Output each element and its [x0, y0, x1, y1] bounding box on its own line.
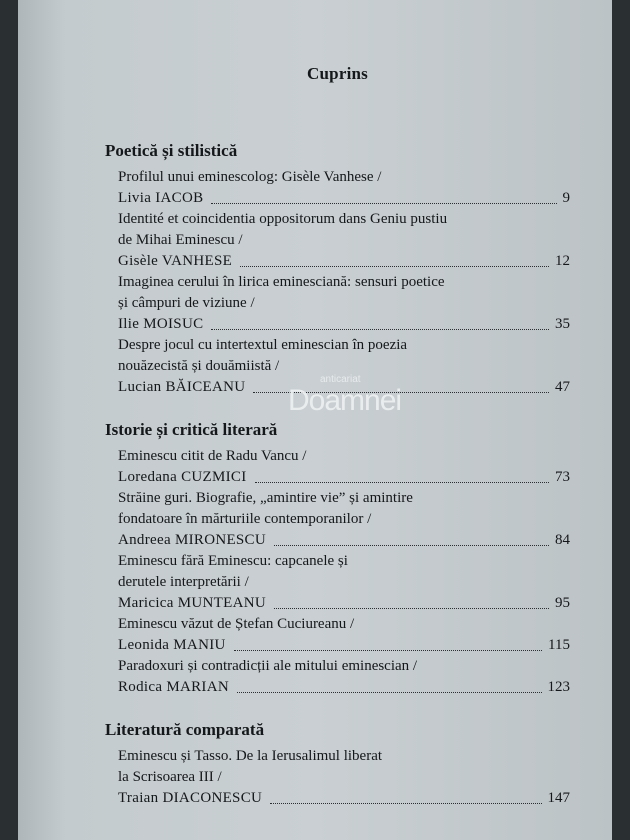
toc-entry — [118, 167, 570, 209]
entry-title-line: derutele interpretării / — [118, 574, 249, 590]
watermark-sub: anticariat — [320, 374, 361, 385]
entry-author: Livia IACOB — [118, 190, 204, 206]
entry-title-line: Despre jocul cu intertextul eminescian în poezia — [118, 337, 408, 353]
entry-page: 73 — [555, 469, 570, 485]
entry-author: Lucian BĂICEANU — [118, 379, 246, 395]
entry-author: Ilie MOISUC — [118, 316, 204, 332]
entry-title-line: și câmpuri de viziune / — [118, 295, 255, 311]
entry-page: 47 — [555, 379, 570, 395]
entry-title-line: de Mihai Eminescu / — [118, 232, 243, 248]
leader-dots — [274, 545, 549, 546]
section-literatura-comparata — [105, 720, 570, 809]
watermark-main: Doamnei — [288, 384, 402, 417]
entry-title-line: Eminescu citit de Radu Vancu / — [118, 448, 307, 464]
section-title: Istorie și critică literară — [105, 420, 278, 439]
entry-author: Andreea MIRONESCU — [118, 532, 266, 548]
section-title: Poetică și stilistică — [105, 141, 238, 160]
entry-title-line: Eminescu și Tasso. De la Ierusalimul liberat — [118, 748, 383, 764]
entry-page: 115 — [548, 637, 570, 653]
watermark-logo — [284, 372, 402, 418]
entry-title-line: Paradoxuri și contradicții ale mitului eminescian / — [118, 658, 418, 674]
entry-title-line: Străine guri. Biografie, „amintire vie” și amintire — [118, 490, 413, 506]
entry-author: Loredana CUZMICI — [118, 469, 247, 485]
section-title: Literatură comparată — [105, 720, 265, 739]
toc-entry — [118, 446, 570, 488]
toc-entry — [118, 746, 570, 809]
toc-entry — [118, 614, 570, 656]
toc-entry — [118, 488, 570, 551]
leader-dots — [240, 266, 549, 267]
leader-dots — [270, 803, 541, 804]
entry-title-line: Identité et coincidentia oppositorum dans Geniu pustiu — [118, 211, 448, 227]
toc-entry — [118, 656, 570, 698]
entry-page: 12 — [555, 253, 570, 269]
entry-author: Leonida MANIU — [118, 637, 226, 653]
book-page — [18, 0, 612, 840]
section-istorie — [105, 420, 570, 698]
entry-author: Maricica MUNTEANU — [118, 595, 266, 611]
entry-page: 84 — [555, 532, 570, 548]
entry-title-line: fondatoare în mărturiile contemporanilor / — [118, 511, 372, 527]
entry-title-line: Eminescu fără Eminescu: capcanele și — [118, 553, 348, 569]
entry-title-line: la Scrisoarea III / — [118, 769, 222, 785]
entry-page: 147 — [547, 790, 570, 806]
leader-dots — [234, 650, 542, 651]
entry-author: Rodica MARIAN — [118, 679, 229, 695]
toc-entry — [118, 272, 570, 335]
toc-title: Cuprins — [307, 64, 368, 83]
leader-dots — [211, 329, 549, 330]
leader-dots — [237, 692, 542, 693]
leader-dots — [274, 608, 549, 609]
entry-page: 95 — [555, 595, 570, 611]
leader-dots — [211, 203, 556, 204]
leader-dots — [255, 482, 549, 483]
entry-title-line: nouăzecistă și douămiistă / — [118, 358, 280, 374]
table-of-contents — [105, 52, 570, 809]
section-poetica — [105, 141, 570, 398]
entry-page: 123 — [547, 679, 570, 695]
entry-page: 9 — [562, 190, 570, 206]
toc-entry — [118, 209, 570, 272]
entry-author: Traian DIACONESCU — [118, 790, 263, 806]
entry-title-line: Eminescu văzut de Ștefan Cuciureanu / — [118, 616, 355, 632]
entry-page: 35 — [555, 316, 570, 332]
toc-entry — [118, 551, 570, 614]
entry-title-line: Imaginea cerului în lirica eminesciană: sensuri poetice — [118, 274, 445, 290]
entry-title-line: Profilul unui eminescolog: Gisèle Vanhese / — [118, 169, 382, 185]
entry-author: Gisèle VANHESE — [118, 253, 233, 269]
